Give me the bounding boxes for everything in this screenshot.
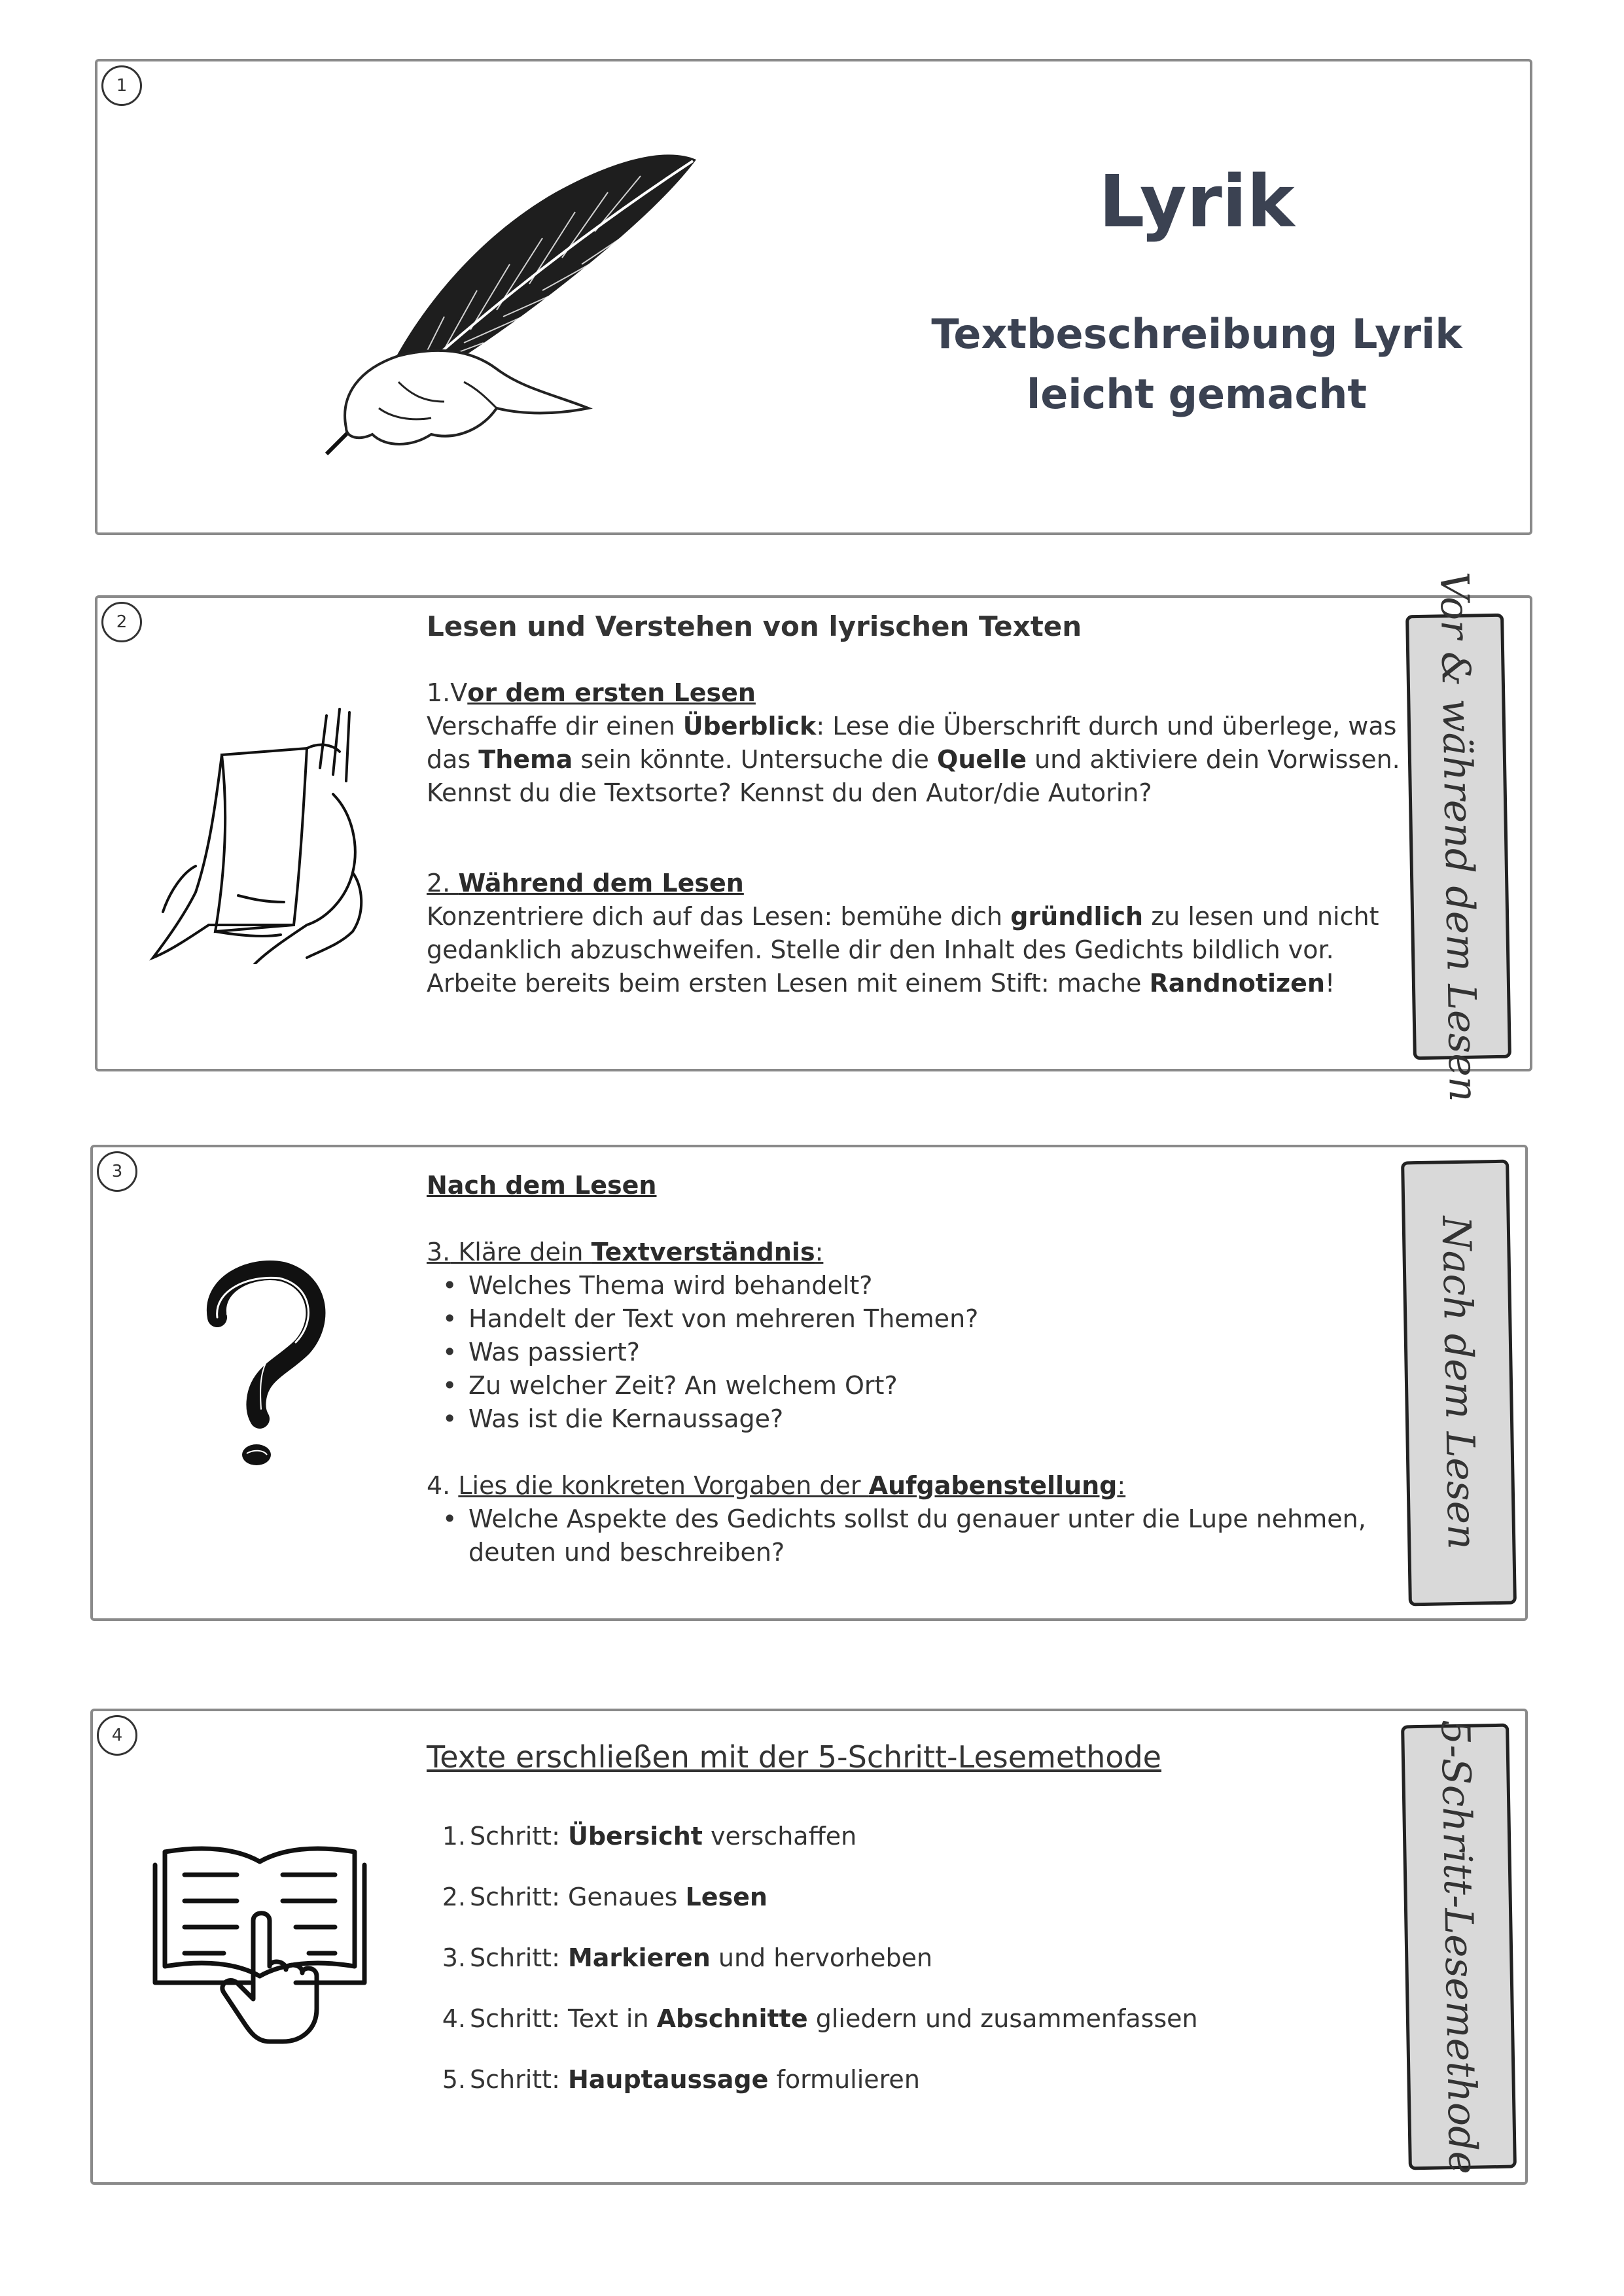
step-text: [470, 1820, 856, 1853]
bullet-item: • Zu welcher Zeit? An welchem Ort?: [427, 1369, 1366, 1402]
text: Kläre dein: [450, 1238, 591, 1266]
side-tab: [1405, 571, 1511, 1102]
step-item: [427, 1820, 1198, 1881]
card-number: 4: [97, 1715, 137, 1756]
text: Schritt:: [470, 2065, 568, 2094]
step-number: 4.: [442, 2004, 466, 2033]
bullet-item: • Welches Thema wird behandelt?: [427, 1269, 1366, 1302]
text: und aktiviere dein Vorwissen.: [1026, 745, 1400, 774]
text: das: [427, 745, 479, 774]
bold: Randnotizen: [1149, 969, 1325, 998]
text: : Lese die Überschrift durch und überlege, was: [816, 712, 1397, 740]
text: sein könnte. Untersuche die: [573, 745, 938, 774]
step1-prefix: 1.V: [427, 678, 468, 707]
step1-line2: [427, 743, 1400, 776]
bold: Textverständnis: [591, 1238, 815, 1266]
step1-title: or dem ersten Lesen: [467, 678, 756, 707]
text: :: [815, 1238, 824, 1266]
bold: Quelle: [937, 745, 1027, 774]
step1-line1: [427, 710, 1400, 743]
side-tab: [1401, 1718, 1517, 2175]
step-number: 3.: [442, 1943, 466, 1972]
step2-line3: [427, 967, 1400, 1000]
bullet-item: • Was ist die Kernaussage?: [427, 1402, 1366, 1436]
card-title: [95, 59, 1532, 535]
step1-line3: Kennst du die Textsorte? Kennst du den Autor/die Autorin?: [427, 778, 1152, 807]
step4-heading: [427, 1469, 1366, 1503]
text: gliedern und zusammenfassen: [807, 2004, 1198, 2033]
card-five-step-method: [90, 1709, 1528, 2185]
step-item: [427, 1881, 1198, 1941]
card3-heading: Nach dem Lesen: [427, 1171, 657, 1200]
bold: Übersicht: [567, 1822, 703, 1851]
text: Verschaffe dir einen: [427, 712, 683, 740]
page-title: Lyrik: [1099, 160, 1295, 243]
bold: Aufgabenstellung: [868, 1471, 1118, 1500]
bullet-item: • Handelt der Text von mehreren Themen?: [427, 1302, 1366, 1336]
card4-heading: Texte erschließen mit der 5-Schritt-Lesemethode: [427, 1739, 1161, 1775]
question-mark-icon: [198, 1259, 328, 1481]
bullet-item-continued: deuten und beschreiben?: [468, 1538, 785, 1567]
text: Schritt: Genaues: [470, 1883, 686, 1911]
bold: Abschnitte: [656, 2004, 808, 2033]
card3-content: [427, 1169, 1366, 1569]
bold: Überblick: [682, 712, 817, 740]
card-number: 3: [97, 1151, 137, 1192]
step4-prefix: 4.: [427, 1471, 459, 1500]
bold: Markieren: [567, 1943, 711, 1972]
step-item: [427, 2063, 1198, 2124]
card-number: 2: [101, 602, 142, 642]
text: Arbeite bereits beim ersten Lesen mit einem Stift: mache: [427, 969, 1150, 998]
card-number: 1: [101, 65, 142, 106]
side-tab-label: Vor & während dem Lesen: [1430, 571, 1487, 1102]
bullet-item: • Welche Aspekte des Gedichts sollst du genauer unter die Lupe nehmen,: [427, 1503, 1366, 1536]
card2-content: [427, 610, 1400, 1000]
text: und hervorheben: [710, 1943, 933, 1972]
bold: Lesen: [685, 1883, 768, 1911]
text: Schritt:: [470, 1943, 568, 1972]
steps-list: [427, 1820, 1198, 2124]
text: Lies die konkreten Vorgaben der: [458, 1471, 869, 1500]
bold: Hauptaussage: [567, 2065, 769, 2094]
step2-title: Während dem Lesen: [458, 869, 744, 897]
bold: Thema: [478, 745, 573, 774]
step-number: 2.: [442, 1883, 466, 1911]
step2-line1: [427, 900, 1400, 933]
text: verschaffen: [702, 1822, 857, 1851]
step2-prefix: 2.: [427, 869, 459, 897]
step-text: [470, 1941, 932, 1975]
step-text: [470, 2002, 1198, 2036]
step-number: 5.: [442, 2065, 466, 2094]
step-item: [427, 1941, 1198, 2002]
step-number: 1.: [442, 1822, 466, 1851]
bullet-item: • Was passiert?: [427, 1336, 1366, 1369]
side-tab-label: 5-Schritt-Lesemethode: [1432, 1718, 1486, 2175]
step3-prefix: 3.: [427, 1238, 451, 1266]
step-item: [427, 2002, 1198, 2063]
text: formulieren: [768, 2065, 920, 2094]
card4-content: [427, 1741, 1198, 2124]
text: zu lesen und nicht: [1143, 902, 1379, 931]
step3-heading: [427, 1236, 1366, 1269]
step-text: [470, 2063, 920, 2096]
hands-reading-icon: [124, 676, 412, 964]
text: Schritt: Text in: [470, 2004, 657, 2033]
step2-line2: gedanklich abzuschweifen. Stelle dir den Inhalt des Gedichts bildlich vor.: [427, 935, 1334, 964]
side-tab-label: Nach dem Lesen: [1433, 1215, 1485, 1550]
step2-heading: [427, 867, 1400, 900]
subtitle-line-2: leicht gemacht: [1026, 370, 1368, 418]
open-book-hand-icon: [145, 1835, 374, 2051]
step1-heading: [427, 676, 1400, 710]
text: :: [1117, 1471, 1126, 1500]
step-text: [470, 1881, 768, 1914]
text: Schritt:: [470, 1822, 568, 1851]
card-before-during-reading: [95, 571, 1532, 1102]
card2-heading: Lesen und Verstehen von lyrischen Texten: [427, 610, 1082, 642]
bold: gründlich: [1010, 902, 1144, 931]
text: Konzentriere dich auf das Lesen: bemühe dich: [427, 902, 1011, 931]
quill-pen-hand-icon: [248, 120, 837, 461]
card-after-reading: [90, 1145, 1528, 1621]
subtitle-line-1: Textbeschreibung Lyrik: [931, 310, 1462, 358]
text: !: [1324, 969, 1335, 998]
side-tab: [1401, 1160, 1517, 1607]
